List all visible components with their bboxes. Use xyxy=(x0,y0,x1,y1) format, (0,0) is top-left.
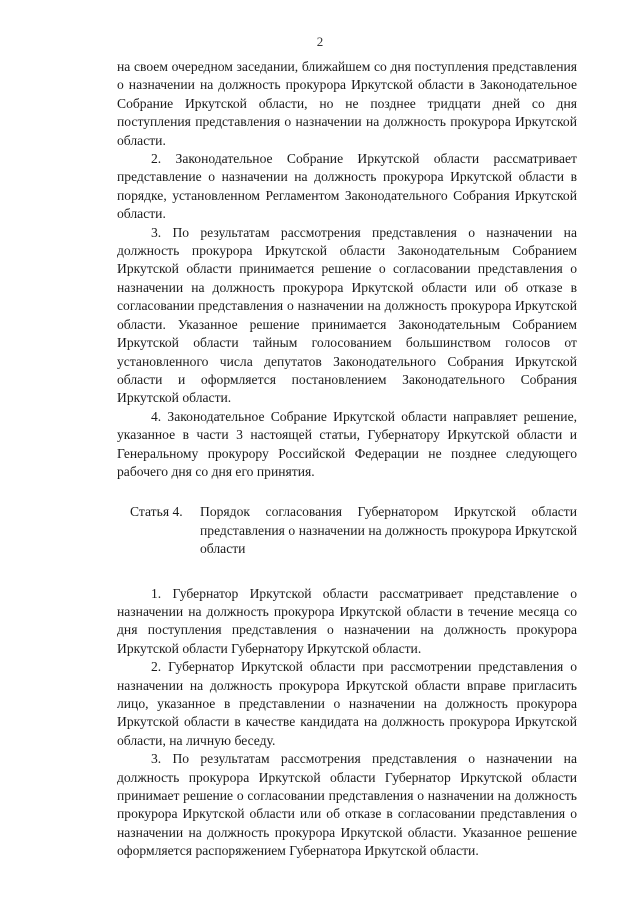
paragraphs-top xyxy=(117,58,577,481)
paragraph: 2. Законодательное Собрание Иркутской области рассматривает представление о назначении на должность прокурора Иркутской области в порядке, установленном Регламентом Законодательного Собрания Иркутской области. xyxy=(117,151,577,222)
page-number: 2 xyxy=(316,34,324,49)
paragraph: 3. По результатам рассмотрения представления о назначении на должность прокурора Иркутской области Законодательным Собранием Иркутской области принимается решение о согласовании представления о назначении на должность прокурора Иркутской области или об отказе в согласовании представления о назначении на должность прокурора Иркутской области. Указанное решение принимается Законодательным Собранием Иркутской области тайным голосованием большинством голосов от установленного числа депутатов Законодательного Собрания Иркутской области и оформляется постановлением Законодательного Собрания Иркутской области. xyxy=(117,224,577,406)
article-title: Порядок согласования Губернатором Иркутской области представления о назначении на должность прокурора Иркутской области xyxy=(200,504,577,557)
paragraph: 1. Губернатор Иркутской области рассматривает представление о назначении на должность прокурора Иркутской области в течение месяца со дня поступления представления о назначении на должность прокурора Иркутской области Губернатору Иркутской области. xyxy=(117,585,577,656)
paragraphs-bottom xyxy=(117,585,577,861)
paragraph: 4. Законодательное Собрание Иркутской области направляет решение, указанное в части 3 настоящей статьи, Губернатору Иркутской области и Генеральному прокурору Российской Федерации не позднее следующего рабочего дня со дня его принятия. xyxy=(117,408,577,479)
document-body xyxy=(117,58,577,861)
paragraph: на своем очередном заседании, ближайшем со дня поступления представления о назначении на должность прокурора Иркутской области в Законодательное Собрание Иркутской области, но не позднее тридцати дней со дня поступления представления о назначении на должность прокурора Иркутской области. xyxy=(117,59,577,148)
paragraph: 2. Губернатор Иркутской области при рассмотрении представления о назначении на должность прокурора Иркутской области вправе пригласить лицо, указанное в представлении о назначении на должность прокурора Иркутской области в качестве кандидата на должность прокурора Иркутской области, на личную беседу. xyxy=(117,659,577,748)
paragraph: 3. По результатам рассмотрения представления о назначении на должность прокурора Иркутской области Губернатор Иркутской области принимает решение о согласовании представления о назначении на должность прокурора Иркутской области или об отказе в согласовании представления о назначении на должность прокурора Иркутской области. Указанное решение оформляется распоряжением Губернатора Иркутской области. xyxy=(117,751,577,859)
article-label: Статья 4. xyxy=(130,504,183,520)
article-heading xyxy=(117,503,577,558)
